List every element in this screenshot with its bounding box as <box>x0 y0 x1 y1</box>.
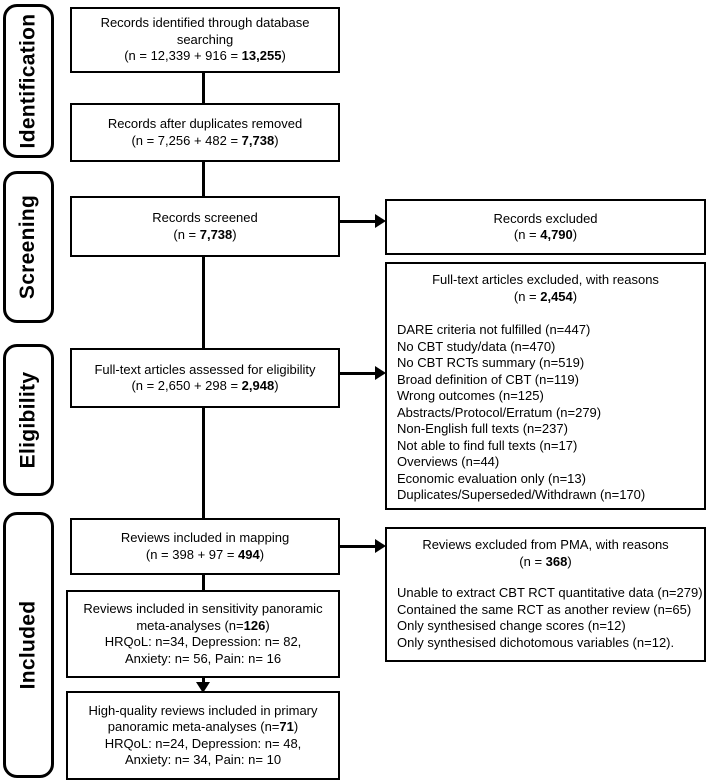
connector-deduplicated-to-screened <box>202 162 205 196</box>
reviews-sensitivity-line2: meta-analyses (n=126) <box>136 617 270 633</box>
pma-excluded-line1: Reviews excluded from PMA, with reasons <box>422 537 669 552</box>
reviews-mapping-line1: Reviews included in mapping <box>120 530 290 545</box>
arrow-mapping-to-pma-excluded-line <box>340 545 376 548</box>
records-screened-line1: Records screened <box>152 210 258 225</box>
records-identified-line1: Records identified through database <box>100 15 310 31</box>
stage-identification <box>3 4 54 158</box>
records-screened-count: (n = 7,738) <box>173 226 237 242</box>
stage-screening-label: Screening <box>16 194 40 300</box>
duplicates-removed-line1: Records after duplicates removed <box>107 116 303 131</box>
connector-identified-to-deduplicated <box>202 73 205 103</box>
reviews-sensitivity-line3: HRQoL: n=34, Depression: n= 82, <box>104 634 302 649</box>
records-identified-line2: searching <box>176 31 234 47</box>
stage-included <box>3 512 54 778</box>
reviews-primary-line4: Anxiety: n= 34, Pain: n= 10 <box>124 752 282 767</box>
fulltext-assessed-count: (n = 2,650 + 298 = 2,948) <box>131 378 279 393</box>
arrow-fulltext-to-excluded-line <box>340 372 376 375</box>
reviews-primary-line2: panoramic meta-analyses (n=71) <box>107 719 299 734</box>
arrow-right-icon <box>375 214 386 228</box>
reviews-sensitivity-line4: Anxiety: n= 56, Pain: n= 16 <box>124 650 282 666</box>
reviews-primary-line1: High-quality reviews included in primary <box>88 702 318 718</box>
exclusion-reason: Unable to extract CBT RCT quantitative data (n=279) <box>397 585 703 600</box>
stage-identification-label: Identification <box>16 13 40 149</box>
records-excluded-count: (n = 4,790) <box>513 227 578 242</box>
stage-eligibility <box>3 344 54 496</box>
exclusion-reason: Duplicates/Superseded/Withdrawn (n=170) <box>397 487 646 502</box>
box-records-excluded <box>385 199 706 255</box>
reviews-mapping-count: (n = 398 + 97 = 494) <box>145 546 265 562</box>
stage-included-label: Included <box>16 600 40 690</box>
connector-fulltext-to-mapping <box>202 408 205 518</box>
box-reviews-primary <box>66 691 340 780</box>
stage-screening <box>3 171 54 323</box>
connector-mapping-to-sensitivity <box>202 575 205 590</box>
exclusion-reason: Wrong outcomes (n=125) <box>397 388 544 403</box>
box-records-screened <box>70 196 340 257</box>
exclusion-reason: Broad definition of CBT (n=119) <box>397 371 579 387</box>
records-excluded-line1: Records excluded <box>493 210 598 226</box>
arrow-right-icon <box>375 539 386 553</box>
exclusion-reason: Only synthesised dichotomous variables (n=12). <box>397 634 675 650</box>
records-identified-count: (n = 12,339 + 916 = 13,255) <box>124 48 286 64</box>
fulltext-excluded-reasons <box>387 322 704 504</box>
box-fulltext-assessed <box>70 348 340 408</box>
arrow-right-icon <box>375 366 386 380</box>
fulltext-assessed-line1: Full-text articles assessed for eligibility <box>94 361 316 377</box>
fulltext-excluded-line1: Full-text articles excluded, with reasons <box>432 272 659 287</box>
box-duplicates-removed <box>70 103 340 162</box>
exclusion-reason: DARE criteria not fulfilled (n=447) <box>397 322 591 337</box>
box-pma-excluded <box>385 527 706 662</box>
pma-excluded-reasons <box>387 585 704 651</box>
box-reviews-mapping <box>70 518 340 575</box>
arrow-down-icon <box>196 682 210 693</box>
exclusion-reason: No CBT RCTs summary (n=519) <box>397 355 585 370</box>
exclusion-reason: Overviews (n=44) <box>397 454 500 469</box>
exclusion-reason: Only synthesised change scores (n=12) <box>397 618 626 633</box>
fulltext-excluded-count: (n = 2,454) <box>513 288 578 304</box>
exclusion-reason: Contained the same RCT as another review (n=65) <box>397 601 692 617</box>
box-records-identified <box>70 7 340 73</box>
reviews-sensitivity-line1: Reviews included in sensitivity panoramic <box>83 601 323 616</box>
connector-screened-to-fulltext <box>202 257 205 348</box>
reviews-primary-line3: HRQoL: n=24, Depression: n= 48, <box>104 735 302 751</box>
box-reviews-sensitivity <box>66 590 340 678</box>
exclusion-reason: Abstracts/Protocol/Erratum (n=279) <box>397 404 602 420</box>
pma-excluded-count: (n = 368) <box>519 553 572 569</box>
box-fulltext-excluded <box>385 262 706 510</box>
exclusion-reason: No CBT study/data (n=470) <box>397 338 556 354</box>
stage-eligibility-label: Eligibility <box>16 371 40 469</box>
arrow-screened-to-excluded-line <box>340 220 376 223</box>
exclusion-reason: Not able to find full texts (n=17) <box>397 437 578 453</box>
duplicates-removed-count: (n = 7,256 + 482 = 7,738) <box>131 132 279 148</box>
exclusion-reason: Non-English full texts (n=237) <box>397 421 568 436</box>
exclusion-reason: Economic evaluation only (n=13) <box>397 470 586 486</box>
